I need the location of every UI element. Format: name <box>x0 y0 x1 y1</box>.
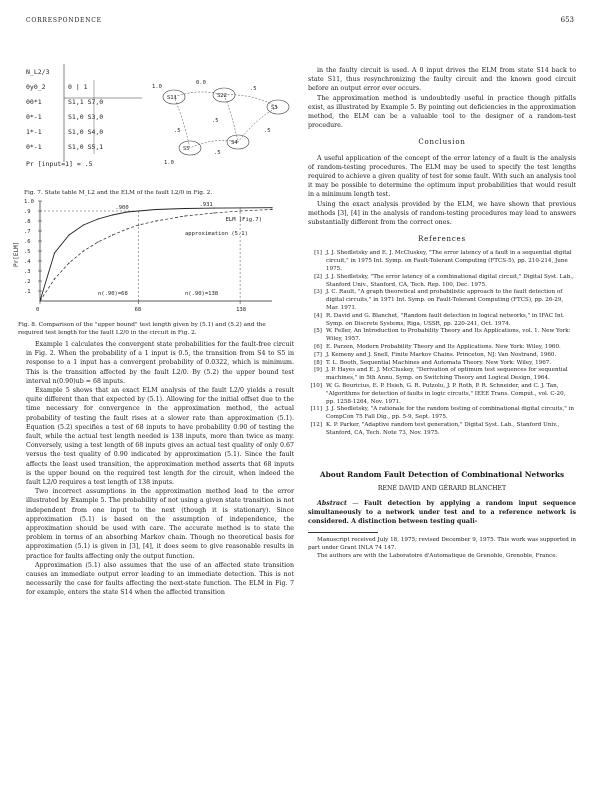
state-table-row-label: 0y0_2 <box>26 83 46 91</box>
reference-text: J. J. Shedletsky, "A rationale for the random testing of combinational digital circuits," in CompCon 75 Fall Dig., pp. 5-9, Sept. 1975. <box>326 406 575 421</box>
reference-text: J. C. Rault, "A graph theoretical and probabilistic approach to the fault detection of digital circuits," in 1971 Int. Symp. on Fault-Tolerant Computing (FTCS), pp. 26-29, Mar. 1971. <box>326 289 564 312</box>
right-column-paragraphs <box>308 66 576 130</box>
series-point-2 <box>83 250 84 251</box>
x-tick-label: 138 <box>236 307 247 313</box>
series-point-2 <box>271 209 272 210</box>
reference-number: [11] <box>310 406 322 413</box>
reference-list <box>308 250 576 437</box>
series-point-2 <box>97 241 98 242</box>
reference-item <box>308 352 576 360</box>
state-table-row-cells: S1,0 S5,1 <box>68 143 104 151</box>
series-line-2 <box>40 210 272 302</box>
elm-state-label: S5 <box>183 146 190 152</box>
reference-text: E. Parzen, Modern Probability Theory and Its Applications. New York: Wiley, 1960. <box>326 344 561 351</box>
elm-arc-probability: 1.0 <box>152 84 162 90</box>
reference-number: [2] <box>314 273 322 280</box>
state-table-row-label: 1*-1 <box>26 128 42 136</box>
footnote-rule <box>308 532 378 533</box>
reference-number: [7] <box>314 351 322 358</box>
left-column-paragraph: Example 5 shows that an exact ELM analysis of the fault L2/0 yields a result quite different than that expected by (5.1). Allowing for the initial offset due to the time necessary for convergence in the approximation method, the actual probability of testing the fault rises at a slower rate than approximation (5.1). Equation (5.2) specifies a test of 68 inputs to have probability 0.90 of testing the fault, while the actual test length needed is 138 inputs, more than twice as many. Conversely, using a test length of 68 inputs gives an actual test quality of only 0.67 versus the test quality of 0.90 indicated by approximation (5.1). Since the fault affects the least used transition, the approximation method asserts that 68 inputs is the upper bound on the required test length for the circuit, when indeed the fault L2/0 requires a test length of 138 inputs. <box>26 387 294 487</box>
reference-text: K. P. Parker, "Adaptive random test generation," Digital Syst. Lab., Stanford Univ., Stanford, CA, Tech. Note 73, Nov. 1975. <box>326 421 560 436</box>
annotation-900: .900 <box>115 205 129 211</box>
y-tick-label: .9 <box>24 209 31 215</box>
elm-arc-probability: .5 <box>212 118 219 124</box>
annotation-approximation: approximation (5.1) <box>185 231 248 237</box>
abstract-label: Abstract <box>317 499 347 507</box>
figure-8-chart <box>10 193 300 317</box>
conclusion-heading: Conclusion <box>418 138 466 147</box>
y-axis-label: Pr[ELM] <box>13 241 20 267</box>
figure-7-caption: Fig. 7. State table M_L2 and the ELM of the fault L2/0 in Fig. 2. <box>24 190 213 196</box>
series-point-2 <box>39 300 40 301</box>
reference-number: [8] <box>314 359 322 366</box>
reference-item <box>308 422 576 438</box>
state-table-row-cells: S1,1 S7,0 <box>68 98 104 106</box>
reference-text: J. Kemeny and J. Snell, Finite Markov Chains. Princeton, NJ: Van Nostrand, 1960. <box>326 351 557 358</box>
y-tick-label: 1.0 <box>24 199 34 205</box>
y-tick-label: .5 <box>24 249 31 255</box>
elm-state-label: S22 <box>217 93 227 99</box>
series-point-1 <box>126 211 127 212</box>
conclusion-paragraph: Using the exact analysis provided by the ELM, we have shown that previous methods [3], [4] in the analysis of random-testing procedures may lead to answers substantially different from the correct ones. <box>308 200 576 227</box>
elm-arc-probability: 1.0 <box>164 160 174 166</box>
reference-text: R. David and G. Blanchet, "Random fault detection in logical networks," in IFAC Int. Symp. on Discrete Systems, Riga, USSR, pp. 220-241, Oct. 1974. <box>326 312 565 327</box>
series-point-1 <box>271 207 272 208</box>
page-number: 653 <box>560 16 574 24</box>
elm-state-label: S4 <box>231 140 238 146</box>
series-point-1 <box>184 208 185 209</box>
annotation-n68: n(.90)=68 <box>98 291 128 297</box>
elm-transition-arc <box>174 97 190 148</box>
state-table-row-label: 00*1 <box>26 98 42 106</box>
reference-number: [12] <box>310 421 322 428</box>
series-point-1 <box>155 209 156 210</box>
y-tick-label: .4 <box>24 259 31 265</box>
left-column-body <box>26 340 294 598</box>
series-point-2 <box>54 278 55 279</box>
reference-item <box>308 383 576 406</box>
reference-text: T. L. Booth, Sequential Machines and Automata Theory. New York: Wiley, 1967. <box>326 359 552 366</box>
reference-item <box>308 274 576 290</box>
elm-arc-probability: .5 <box>214 150 221 156</box>
reference-text: W. G. Bouricius, E. P. Hsieh, G. R. Putzolu, J. P. Roth, P. R. Schneider, and C. J. Tan, "Algorithms for detection of faults in logic circuits," IEEE Trans. Comput., vol. C-20, pp. 1258-1264, Nov. 1971. <box>326 383 566 405</box>
reference-item <box>308 289 576 312</box>
series-point-1 <box>112 214 113 215</box>
reference-text: W. Feller, An Introduction to Probability Theory and Its Applications, vol. 1. New York: Wiley, 1957. <box>326 328 571 343</box>
reference-item <box>308 328 576 344</box>
series-point-2 <box>213 212 214 213</box>
series-point-2 <box>126 228 127 229</box>
references-heading: References <box>418 235 466 244</box>
series-point-1 <box>97 218 98 219</box>
right-column-paragraph: in the faulty circuit is used. A 0 input drives the ELM from state S14 back to state S11, thus resynchronizing the faulty circuit and the known good circuit before an output error ever occurs. <box>308 67 576 93</box>
conclusion-paragraph: A useful application of the concept of the error latency of a fault is the analysis of random-testing procedures. The ELM may be used to specify the test lengths required to achieve a given quality of test for some fault. With such an analysis tool it may be possible to determine the optimum input probabilities that would result in a minimum length test. <box>308 154 576 199</box>
y-tick-label: .3 <box>24 269 31 275</box>
elm-arc-probability: .5 <box>174 128 181 134</box>
state-table-row-cells: S1,0 S4,0 <box>68 128 104 136</box>
reference-item <box>308 250 576 273</box>
reference-number: [3] <box>314 289 322 296</box>
article-title: About Random Fault Detection of Combinational Networks <box>319 469 565 479</box>
elm-arc-probability: .5 <box>250 86 257 92</box>
y-tick-label: .1 <box>24 289 31 295</box>
reference-item <box>308 406 576 422</box>
state-table-row-cells: 0 | 1 <box>68 83 88 91</box>
reference-number: [10] <box>310 383 322 389</box>
reference-text: J. J. Shedletsky and E. J. McCluskey, "The error latency of a fault in a sequential digital circuit," in 1975 Int. Symp. on Fault-Tolerant Computing (FTCS-5), pp. 210-214, June 1975. <box>326 250 572 273</box>
elm-arc-probability: .5 <box>264 128 271 134</box>
series-point-1 <box>213 208 214 209</box>
reference-number: [9] <box>314 367 322 374</box>
elm-state-label: S11 <box>167 95 177 101</box>
article-authors: RENÉ DAVID AND GÉRARD BLANCHET <box>377 484 507 492</box>
annotation-n138: n(.90)=138 <box>185 291 219 297</box>
series-point-2 <box>155 220 156 221</box>
series-point-2 <box>68 262 69 263</box>
reference-text: J. P. Hayes and E. J. McCluskey, "Derivation of optimum test sequences for sequential machines," in 5th Annu. Symp. on Switching Theory and Logical Design, 1964. <box>326 367 568 382</box>
y-tick-label: .8 <box>24 219 31 225</box>
reference-item <box>308 360 576 368</box>
left-column-paragraph: Example 1 calculates the convergent state probabilities for the fault-free circuit in Fig. 2. When the probability of a 1 input is 0.5, the transition from S4 to S5 in response to a 1 input has a convergent probability of 0.0322, which is minimum. This is the transition affected by the fault L2/0. By (5.2) the upper bound test interval n(0.90)ub = 68 inputs. <box>26 341 294 385</box>
elm-arc-probability: 0.0 <box>196 80 206 86</box>
series-point-2 <box>184 215 185 216</box>
reference-number: [6] <box>314 344 322 351</box>
input-probability-label: Pr [input=1] = .5 <box>26 160 93 168</box>
left-column-paragraph: Approximation (5.1) also assumes that the use of an affected state transition causes an immediate output error leading to an immediate detection. This is not necessarily the case for faults affecting the next-state function. The ELM in Fig. 7 for example, enters the state S14 when the affected transition <box>26 561 294 597</box>
series-point-1 <box>54 252 55 253</box>
state-table-row-label: 0*-1 <box>26 143 42 151</box>
state-table-row-label: N_L2/3 <box>26 68 50 76</box>
footnote-affiliation: The authors are with the Laboratoire d'Automatique de Grenoble, Grenoble, France. <box>317 552 558 559</box>
series-point-2 <box>240 210 241 211</box>
figure-8 <box>10 193 300 343</box>
conclusion-paragraphs <box>308 154 576 228</box>
reference-item <box>308 344 576 352</box>
elm-transition-arc <box>238 107 278 142</box>
reference-item <box>308 367 576 383</box>
abstract: Abstract — Fault detection by applying a random input sequence simultaneously to a network under test and to a reference network is considered. A distinction between testing quali- <box>308 499 576 526</box>
abstract-text: Fault detection by applying a random input sequence simultaneously to a network under test and to a reference network is considered. A distinction between testing quali- <box>308 499 576 526</box>
figure-7-drawing <box>24 62 294 187</box>
elm-state-label: S3 <box>271 105 278 111</box>
figure-7 <box>24 62 294 196</box>
series-point-1 <box>68 234 69 235</box>
reference-number: [4] <box>314 312 322 319</box>
running-header-section: CORRESPONDENCE <box>26 17 102 24</box>
right-column <box>308 66 576 560</box>
reference-item <box>308 313 576 329</box>
annotation-931: .931 <box>199 201 213 208</box>
y-tick-label: .6 <box>24 239 31 245</box>
reference-text: J. J. Shedletsky, "The error latency of a combinational digital circuit," Digital Syst. Lab., Stanford Univ., Stanford, CA, Tech. Rep. 100, Dec. 1975. <box>326 273 574 288</box>
y-tick-label: .7 <box>24 229 31 235</box>
elm-transition-arc <box>224 95 278 107</box>
reference-number: [1] <box>314 250 322 257</box>
series-point-2 <box>112 234 113 235</box>
annotation-elm: ELM (Fig.7) <box>225 217 263 223</box>
right-column-paragraph: The approximation method is undoubtedly useful in practice though pitfalls exist, as illustrated by Example 5. By pointing out deficiencies in the approximation method, the ELM can be a valuable tool to the designer of a random-test procedure. <box>308 94 576 130</box>
state-table-row-label: 0*-1 <box>26 113 42 121</box>
footnote-received: Manuscript received July 18, 1975; revised December 9, 1975. This work was supported in part under Grant INLA 74 147. <box>308 537 576 551</box>
figure-8-caption: Fig. 8. Comparison of the "upper bound" test length given by (5.1) and (5.2) and the required test length for the fault L2/0 in the circuit in Fig. 2. <box>18 322 266 336</box>
series-point-1 <box>83 224 84 225</box>
x-tick-label: 0 <box>36 307 40 313</box>
left-column-paragraph: Two incorrect assumptions in the approximation method lead to the error illustrated by Example 5. The probability of not using a given state transition is not independent from one input to the next (though it is stationary). Since approximation (5.1) is based on the assumption of independence, the approximation should be used with care. The accurate method is to state the problem in terms of an absorbing Markov chain. Though no theoretical basis for approximation (5.1) is given in [3], [4], it does seem to give reasonable results in practice for faults affecting only the output function. <box>26 488 294 560</box>
state-table-row-cells: S1,0 S3,0 <box>68 113 104 121</box>
reference-number: [5] <box>314 328 322 335</box>
y-tick-label: .2 <box>24 279 31 285</box>
x-tick-label: 68 <box>134 307 142 313</box>
